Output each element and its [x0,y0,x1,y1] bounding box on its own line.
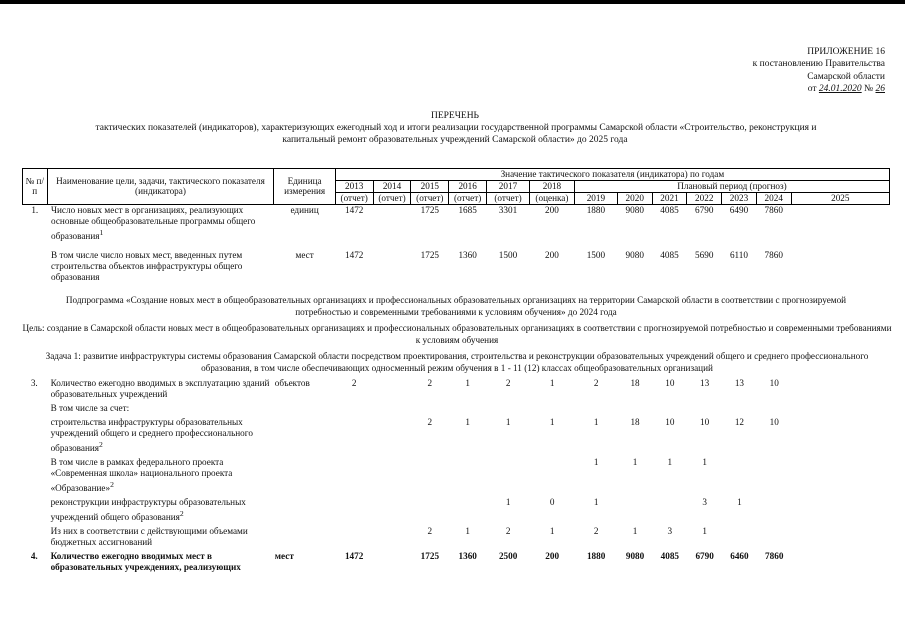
value-cell [722,403,757,417]
row-number [22,457,47,497]
value-cell: 1472 [344,551,364,562]
value-cell [792,378,890,403]
value-cell: 18 [630,417,640,427]
top-border [0,0,905,4]
footnote-mark: 2 [110,480,114,490]
value-cell: 1500 [586,249,606,260]
value-cell [791,250,889,291]
value-cell [792,497,890,526]
value-cell [618,497,653,526]
appendix-title: ПРИЛОЖЕНИЕ 16 [807,47,885,57]
year-header-2023: 2023 [722,192,757,204]
year-header-2024: 2024 [756,192,791,204]
footnote-mark: 1 [99,227,104,237]
table-row [22,526,890,551]
row-number [22,417,47,457]
value-cell [335,457,373,497]
col-values-header: Значение тактического показателя (индикатора) по годам [335,169,889,181]
value-cell [373,497,411,526]
value-cell [411,497,449,526]
value-cell: 1 [549,417,555,427]
value-cell [373,378,411,403]
value-cell: 4085 [660,551,680,562]
row-name-text: Из них в соответствии с действующими объемами бюджетных ассигнований [50,526,248,548]
value-cell: 9080 [625,204,644,215]
value-cell [791,204,889,250]
row-name [47,403,274,417]
value-cell: 6110 [729,249,748,260]
value-cell: 18 [630,378,640,388]
value-cell: 10 [769,417,779,427]
value-cell: 1 [549,526,555,537]
table-row [22,497,890,526]
value-cell [449,403,487,417]
value-cell [792,551,890,576]
value-cell [530,457,575,497]
indicators-table [22,168,890,291]
row-number [22,403,47,417]
appendix-block [700,46,885,95]
value-cell: 2 [593,378,599,388]
year-header-2017: 2017 [487,180,530,192]
value-cell: 9080 [625,249,644,260]
value-cell [652,403,687,417]
value-cell [722,526,757,551]
table-row [22,551,890,576]
value-cell: 6490 [729,204,749,215]
year-note-2017: (отчет) [487,192,530,204]
value-cell [757,526,792,551]
value-cell: 1472 [345,204,364,215]
value-cell: 1 [505,417,511,427]
value-cell: 1 [702,526,707,537]
table-row [22,417,890,457]
row-name-text: Количество ежегодно вводимых мест в образовательных учреждениях, реализующих [50,551,241,573]
year-header-2025: 2025 [791,192,889,204]
document-subtitle-2: капитальный ремонт образовательных учреждений Самарской области» до 2025 года [282,135,628,145]
value-cell: 12 [734,417,745,427]
row-unit [274,497,335,526]
value-cell: 1880 [586,551,606,562]
value-cell: 1360 [458,551,477,562]
year-note-2018: (оценка) [529,192,574,204]
row-unit: мест [295,249,314,260]
value-cell: 1 [465,417,470,427]
value-cell: 9080 [625,551,645,562]
value-cell: 200 [545,204,559,215]
value-cell: 2 [593,526,599,537]
document-title: ПЕРЕЧЕНЬ [430,111,480,121]
value-cell: 1 [632,457,638,468]
value-cell: 1725 [420,204,439,215]
value-cell [335,417,373,457]
value-cell: 3 [667,526,673,537]
col-no-header: № п/п [23,169,48,205]
row-name [47,526,274,551]
table-row [23,250,890,291]
row-name-text: реконструкции инфраструктуры образовательных учреждений общего образования [50,497,246,523]
year-header-2022: 2022 [687,192,722,204]
value-cell [487,457,530,497]
value-cell [792,403,890,417]
row-number [22,526,47,551]
value-cell [335,403,373,417]
table-row [22,378,890,403]
row-name-text: В том числе в рамках федерального проекта «Современная школа» национального проекта «Образование» [50,457,233,494]
value-cell [757,497,792,526]
table-row [22,457,890,497]
row-name [47,250,274,291]
value-cell [335,497,373,526]
value-cell: 5690 [695,249,714,260]
value-cell: 1 [465,378,470,388]
value-cell [575,403,618,417]
value-cell [411,457,449,497]
appendix-decree: к постановлению Правительства [752,59,885,70]
row-name-text: В том числе за счет: [50,403,130,413]
value-cell [449,457,487,497]
row-unit [274,526,335,551]
value-cell: 1 [465,526,470,537]
value-cell [373,457,411,497]
footnote-mark: 2 [179,509,184,519]
table-row [23,204,890,250]
value-cell: 1 [505,497,511,508]
document-subtitle-1: тактических показателей (индикаторов), характеризующих ежегодный ход и итоги реализации государственной программы Самарской области «Строительство, реконструкция и [95,123,817,133]
value-cell [792,417,890,457]
year-header-2020: 2020 [617,192,652,204]
year-header-2016: 2016 [449,180,487,192]
value-cell: 6460 [730,551,749,562]
year-note-2015: (отчет) [411,192,449,204]
row-name [47,551,274,576]
value-cell: 6790 [695,551,714,562]
value-cell [335,526,373,551]
value-cell [618,403,653,417]
value-cell: 10 [665,417,675,427]
value-cell [722,457,757,497]
task-text: Задача 1: развитие инфраструктуры системы образования Самарской области посредством проектирования, строительства и реконструкции образовательных учреждений общего и среднего профессионального образования, в том числе обеспечивающих односменный режим обучения в 1 - 11 (12) классах общеобразовательных организаций [45,351,869,373]
appendix-number: 26 [875,83,885,94]
value-cell [652,497,687,526]
goal-text: Цель: создание в Самарской области новых мест в общеобразовательных организациях и профессиональных образовательных организациях в соответствии с прогнозируемой потребностью и современными требованиями к условиям обучения [22,323,892,345]
value-cell: 10 [665,378,675,388]
value-cell: 1472 [345,249,364,260]
value-cell: 1725 [420,249,439,260]
value-cell: 1360 [458,249,477,260]
year-note-2013: (отчет) [335,192,373,204]
year-header-2015: 2015 [411,180,449,192]
row-unit: единиц [290,204,319,215]
value-cell: 1 [737,497,742,508]
value-cell: 1 [632,526,638,537]
year-note-2016: (отчет) [449,192,487,204]
row-unit [274,417,335,457]
appendix-date-line: от 24.01.2020 № 26 [807,83,885,94]
value-cell: 0 [549,497,555,508]
row-unit [274,403,335,417]
value-cell [373,417,411,457]
plan-period-header: Плановый период (прогноз) [574,180,889,192]
value-cell: 10 [769,378,779,388]
row-name [47,204,274,250]
appendix-region: Самарской области [807,71,885,82]
row-unit: объектов [274,378,310,388]
value-cell: 6790 [695,204,714,215]
row-name-text: Количество ежегодно вводимых в эксплуатацию зданий образовательных учреждений [50,378,270,399]
value-cell: 13 [700,378,710,388]
value-cell [487,403,530,417]
row-name-text: строительства инфраструктуры образовательных учреждений общего и среднего профессионального образования [50,417,253,454]
value-cell [757,457,792,497]
row-name [47,378,274,403]
value-cell: 2 [427,526,433,537]
value-cell: 1500 [498,249,518,260]
value-cell: 2 [505,526,511,537]
value-cell: 3 [702,497,707,508]
value-cell: 1 [667,457,673,468]
row-name-text: В том числе число новых мест, введенных путем строительства объектов инфраструктуры общего образования [51,249,243,282]
subprogram-title: Подпрограмма «Создание новых мест в общеобразовательных организациях и профессиональных образовательных организациях на территории Самарской области в соответствии с прогнозируемой потребностью и современными требованиями к условиям обучения» до 2024 года [65,295,847,317]
col-unit-header: Единица измерения [274,169,335,205]
row-number: 4. [30,551,38,562]
row-name [47,417,274,457]
year-header-2013: 2013 [335,180,373,192]
value-cell [373,551,411,576]
value-cell: 2 [427,378,433,388]
table-row [22,403,890,417]
value-cell [373,204,411,250]
row-name [47,497,274,526]
value-cell: 1880 [586,204,606,215]
row-unit [274,457,335,497]
row-number [23,250,48,291]
row-number [22,497,47,526]
value-cell: 1 [593,417,599,427]
value-cell: 2500 [498,551,518,562]
value-cell: 1 [702,457,707,468]
value-cell [792,457,890,497]
value-cell: 1685 [458,204,477,215]
value-cell: 7860 [764,249,783,260]
value-cell [792,526,890,551]
value-cell [411,403,449,417]
value-cell: 1 [549,378,555,388]
value-cell [757,403,792,417]
year-note-2014: (отчет) [373,192,411,204]
year-header-2018: 2018 [529,180,574,192]
row-number: 1. [31,204,39,215]
value-cell [687,403,722,417]
row-number: 3. [30,378,38,388]
year-header-2019: 2019 [574,192,617,204]
appendix-date: 24.01.2020 [818,83,862,94]
row-unit: мест [274,551,294,562]
value-cell: 13 [734,378,745,388]
value-cell: 1 [593,497,599,508]
row-name-text: Число новых мест в организациях, реализующих основные общеобразовательные программы общего образования [51,204,256,241]
value-cell: 7860 [764,204,783,215]
value-cell [449,497,487,526]
value-cell: 200 [545,551,560,562]
row-name [47,457,274,497]
value-cell: 4085 [660,204,679,215]
value-cell: 7860 [765,551,784,562]
value-cell: 1725 [420,551,440,562]
value-cell [373,250,411,291]
value-cell: 2 [351,378,357,388]
value-cell [530,403,575,417]
value-cell [373,403,411,417]
value-cell: 3301 [498,204,518,215]
value-cell: 1 [593,457,599,468]
task-indicators-table [22,378,890,576]
year-header-2014: 2014 [373,180,411,192]
col-name-header: Наименование цели, задачи, тактического показателя (индикатора) [47,169,274,205]
value-cell: 200 [545,249,559,260]
year-header-2021: 2021 [652,192,687,204]
value-cell: 4085 [660,249,679,260]
value-cell [373,526,411,551]
footnote-mark: 2 [99,440,103,449]
value-cell: 2 [427,417,433,427]
value-cell: 10 [700,417,710,427]
value-cell: 2 [505,378,511,388]
